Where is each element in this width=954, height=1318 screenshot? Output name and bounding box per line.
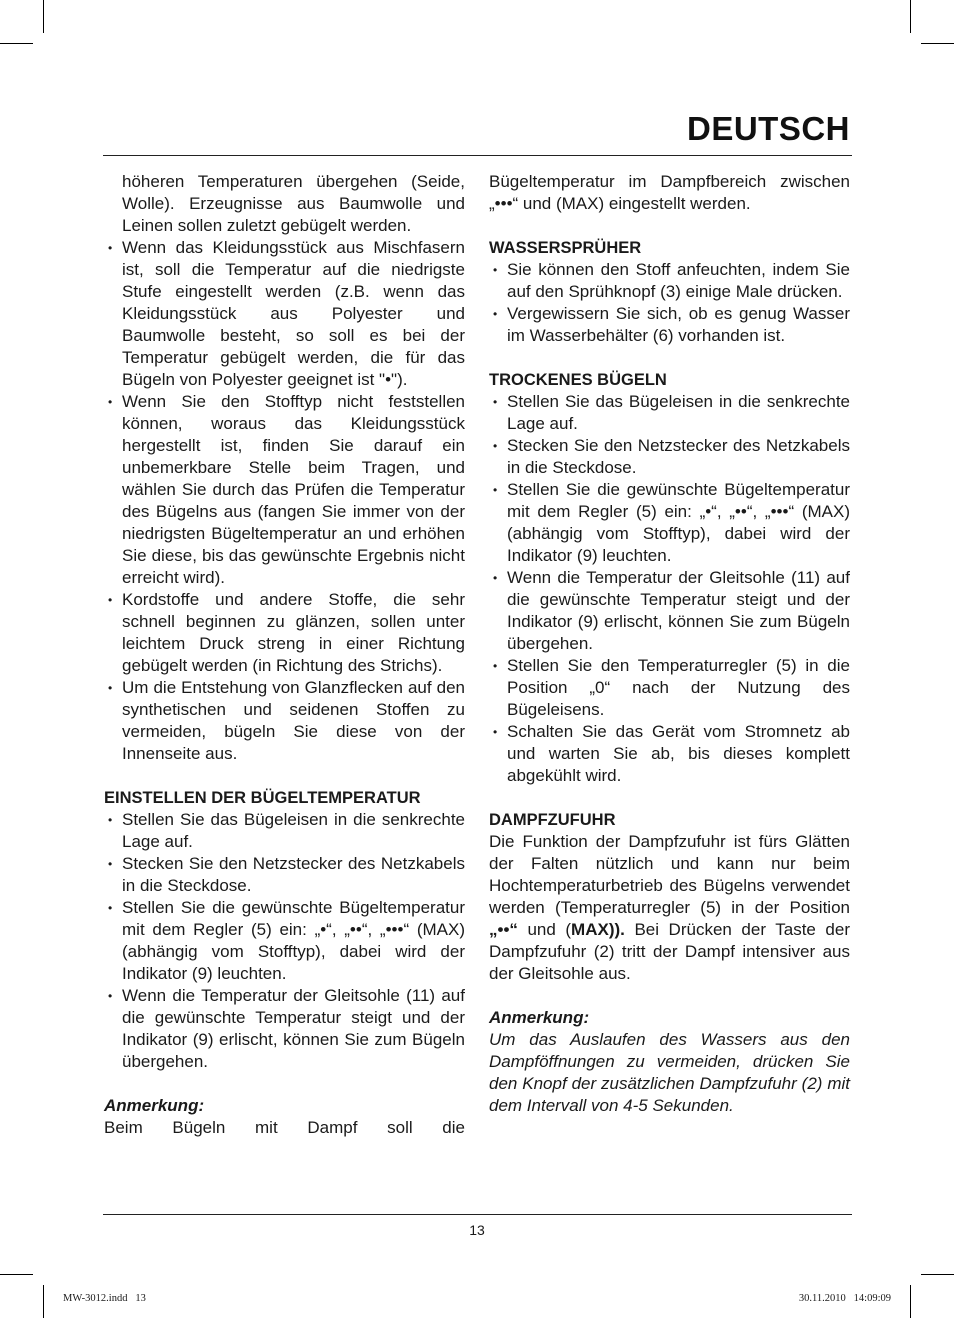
note-heading: Anmerkung: bbox=[104, 1096, 205, 1115]
list-item: • Stellen Sie die gewünschte Bügeltemperatur mit dem Regler (5) ein: „•“, „••“, „•••“ (MAX) (abhängig vom Stofftyp), dabei wird der Indikator (9) leuchten. bbox=[104, 897, 465, 985]
list-item: • Stecken Sie den Netzstecker des Netzkabels in die Steckdose. bbox=[489, 435, 850, 479]
crop-mark bbox=[921, 1274, 954, 1275]
note-text: Um das Auslaufen des Wassers aus den Dampföffnungen zu vermeiden, drücken Sie den Knopf der zusätzlichen Dampfzufuhr (2) mit dem Intervall von 4-5 Sekunden. bbox=[489, 1030, 850, 1115]
steam-text: und ( bbox=[517, 920, 572, 939]
right-intro: Bügeltemperatur im Dampfbereich zwischen „•••“ und (MAX) eingestellt werden. bbox=[489, 172, 850, 213]
steam-paragraph bbox=[489, 831, 850, 985]
crop-mark bbox=[910, 0, 911, 33]
list-item: • Um die Entstehung von Glanzflecken auf den synthetischen und seidenen Stoffen zu vermeiden, bügeln Sie diese von der Innenseite aus. bbox=[104, 677, 465, 765]
list-item: • Stecken Sie den Netzstecker des Netzkabels in die Steckdose. bbox=[104, 853, 465, 897]
header-rule bbox=[103, 155, 852, 156]
list-item: • Stellen Sie den Temperaturregler (5) in die Position „0“ nach der Nutzung des Bügeleisens. bbox=[489, 655, 850, 721]
section-heading-dry-ironing: TROCKENES BÜGELN bbox=[489, 371, 667, 389]
crop-mark bbox=[43, 0, 44, 33]
note-heading: Anmerkung: bbox=[489, 1008, 590, 1027]
page-title: DEUTSCH bbox=[686, 110, 850, 147]
crop-mark bbox=[43, 1285, 44, 1318]
left-column bbox=[104, 171, 465, 1139]
list-item: • Wenn die Temperatur der Gleitsohle (11) auf die gewünschte Temperatur steigt und der Indikator (9) erlischt, können Sie zum Bügeln übergehen. bbox=[489, 567, 850, 655]
crop-mark bbox=[0, 43, 33, 44]
list-item: • Stellen Sie das Bügeleisen in die senkrechte Lage auf. bbox=[104, 809, 465, 853]
right-column bbox=[489, 171, 850, 1117]
page-number: 13 bbox=[469, 1222, 485, 1238]
crop-mark bbox=[921, 43, 954, 44]
list-item: • Sie können den Stoff anfeuchten, indem Sie auf den Sprühknopf (3) einige Male drücken. bbox=[489, 259, 850, 303]
section-heading-sprayer: WASSERSPRÜHER bbox=[489, 239, 642, 257]
section-heading-temperature: EINSTELLEN DER BÜGELTEMPERATUR bbox=[104, 789, 421, 807]
list-item: • Vergewissern Sie sich, ob es genug Wasser im Wasserbehälter (6) vorhanden ist. bbox=[489, 303, 850, 347]
list-item: • Wenn das Kleidungsstück aus Mischfasern ist, soll die Temperatur auf die niedrigste Stufe eingestellt werden (z.B. wenn das Kleidungsstück aus Polyester und Baumwolle besteht, so soll es bei der Temperatur gebügelt werden, die für das Bügeln von Polyester geeignet ist "•"). bbox=[104, 237, 465, 391]
steam-symbol: „••“ bbox=[489, 920, 518, 939]
note-text: Beim Bügeln mit Dampf soll die bbox=[104, 1118, 465, 1137]
print-slug-file: MW-3012.indd 13 bbox=[63, 1293, 146, 1304]
list-item: • Stellen Sie die gewünschte Bügeltemperatur mit dem Regler (5) ein: „•“, „••“, „•••“ (MAX) (abhängig vom Stofftyp), dabei wird der Indikator (9) leuchten. bbox=[489, 479, 850, 567]
sprayer-bullet-list bbox=[489, 259, 850, 347]
section-heading-steam: DAMPFZUFUHR bbox=[489, 811, 616, 829]
steam-text: Die Funktion der Dampfzufuhr ist fürs Glätten der Falten nützlich und kann nur beim Hochtemperaturbetrieb des Bügelns verwendet werden (Temperaturregler (5) in der Position bbox=[489, 832, 850, 917]
steam-text: )). bbox=[608, 920, 635, 939]
list-item: • Wenn die Temperatur der Gleitsohle (11) auf die gewünschte Temperatur steigt und der Indikator (9) erlischt, können Sie zum Bügeln übergehen. bbox=[104, 985, 465, 1073]
footer-rule bbox=[103, 1214, 852, 1215]
steam-text: Bei Drücken der Taste der Dampfzufuhr (2) tritt der Dampf intensiver aus der Gleitsohle aus. bbox=[489, 920, 850, 983]
print-slug-date: 30.11.2010 14:09:09 bbox=[798, 1293, 891, 1304]
list-item: • Stellen Sie das Bügeleisen in die senkrechte Lage auf. bbox=[489, 391, 850, 435]
steam-max: MAX bbox=[571, 920, 609, 939]
left-bullet-list bbox=[104, 237, 465, 765]
list-item: • Wenn Sie den Stofftyp nicht feststellen können, woraus das Kleidungsstück hergestellt ist, finden Sie darauf ein unbemerkbare Stelle beim Tragen, und wählen Sie durch das Prüfen die Temperatur des Bügelns aus (fangen Sie immer von der niedrigsten Bügeltemperatur an und erhöhen Sie diese, bis das gewünschte Ergebnis nicht erreicht wird). bbox=[104, 391, 465, 589]
crop-mark bbox=[910, 1285, 911, 1318]
left-intro: höheren Temperaturen übergehen (Seide, Wolle). Erzeugnisse aus Baumwolle und Leinen sollen zuletzt gebügelt werden. bbox=[122, 172, 465, 235]
temperature-bullet-list bbox=[104, 809, 465, 1073]
list-item: • Kordstoffe und andere Stoffe, die sehr schnell beginnen zu glänzen, sollen unter leichtem Druck streng in einer Richtung gebügelt werden (in Richtung des Strichs). bbox=[104, 589, 465, 677]
dry-ironing-bullet-list bbox=[489, 391, 850, 787]
list-item: • Schalten Sie das Gerät vom Stromnetz ab und warten Sie ab, bis dieses komplett abgekühlt wird. bbox=[489, 721, 850, 787]
crop-mark bbox=[0, 1274, 33, 1275]
